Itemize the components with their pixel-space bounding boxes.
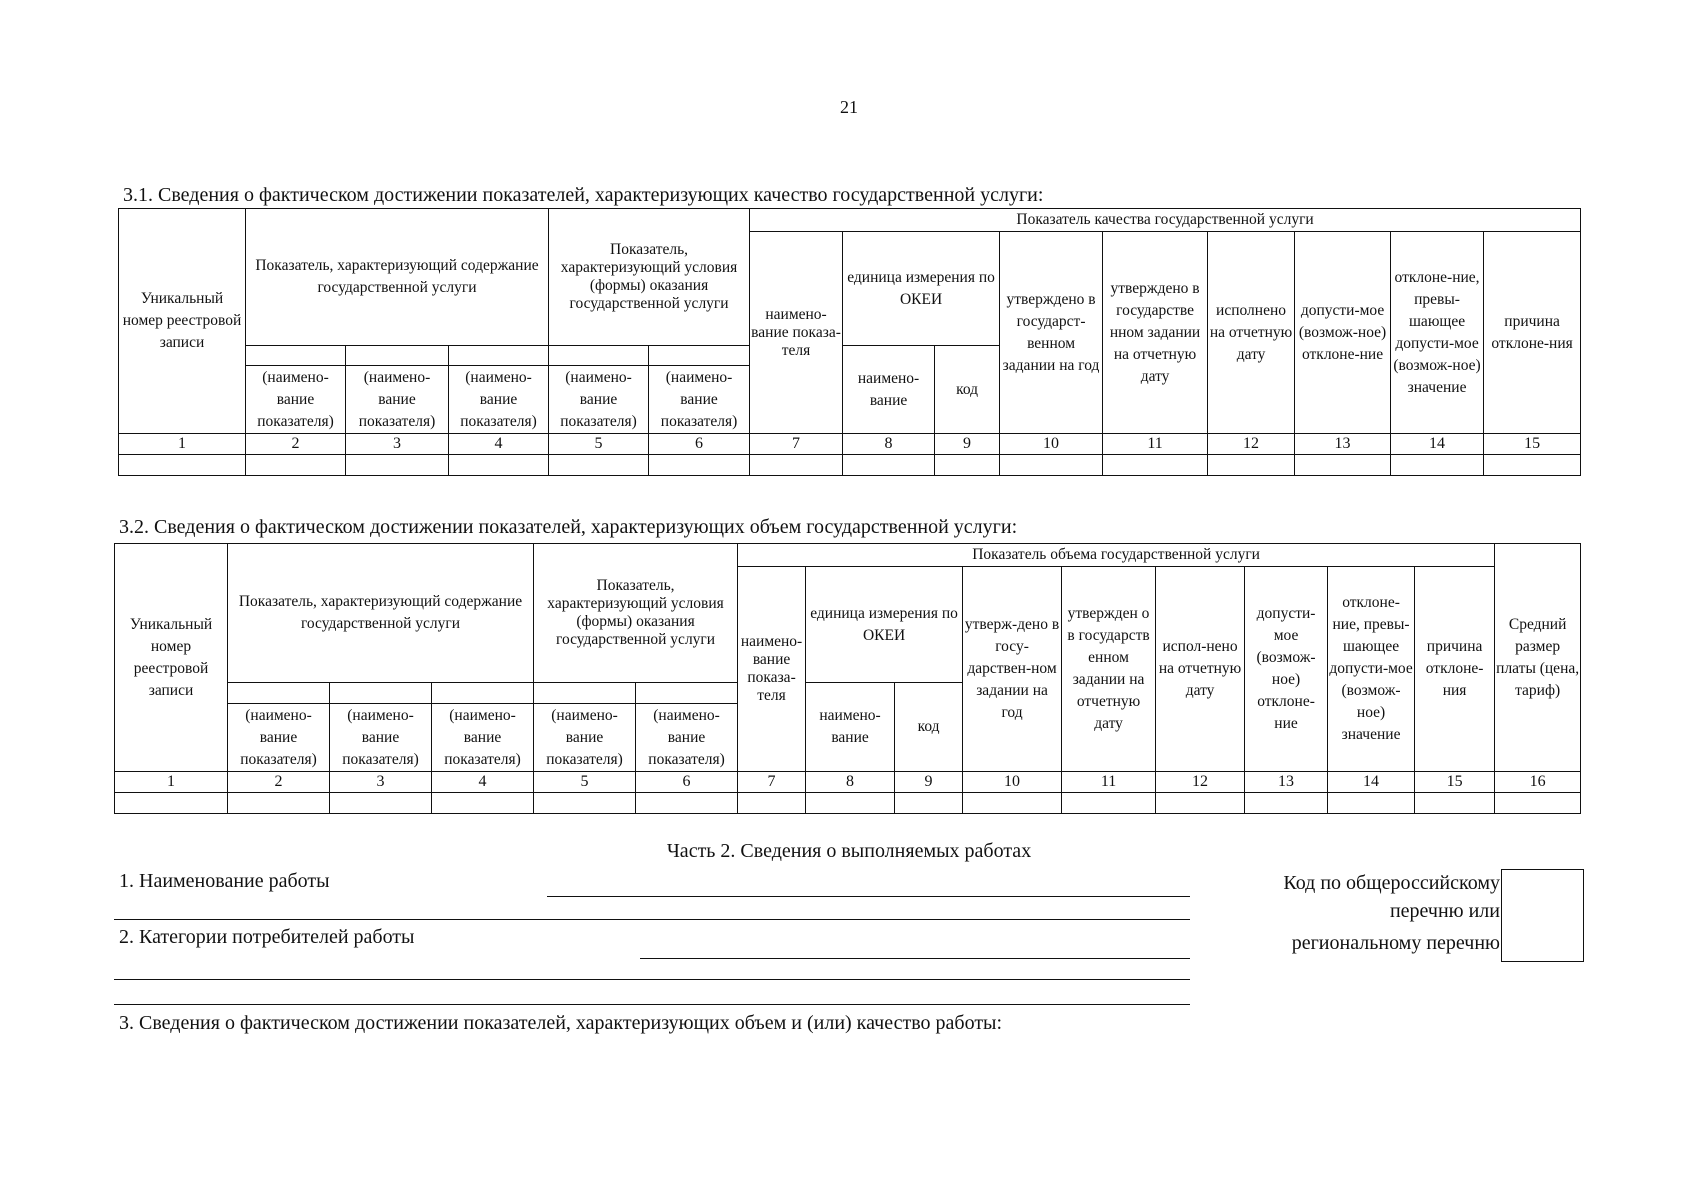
column-number: 9 [895, 772, 963, 793]
header-deviation-reason: причина отклоне-ния [1484, 232, 1581, 434]
column-number: 15 [1484, 434, 1581, 455]
code-label-line-1: Код по общероссийскому [1283, 872, 1500, 894]
column-number: 14 [1391, 434, 1484, 455]
column-number: 7 [738, 772, 806, 793]
column-number: 11 [1103, 434, 1208, 455]
indicator-name-subheader: (наимено-вание показателя) [246, 366, 346, 434]
indicator-name-subheader: (наимено-вание показателя) [534, 704, 636, 772]
column-number: 11 [1062, 772, 1156, 793]
column-number: 12 [1156, 772, 1245, 793]
work-name-line [547, 896, 1190, 897]
column-number: 2 [246, 434, 346, 455]
data-cell [228, 793, 330, 814]
data-cell [1391, 455, 1484, 476]
data-cell [636, 793, 738, 814]
column-number: 3 [346, 434, 449, 455]
column-number: 9 [935, 434, 1000, 455]
indicator-name-subheader: (наимено-вание показателя) [649, 366, 750, 434]
indicator-name-subheader: (наимено-вание показателя) [549, 366, 649, 434]
data-cell [806, 793, 895, 814]
column-number: 6 [636, 772, 738, 793]
data-cell [1484, 455, 1581, 476]
data-cell [1415, 793, 1495, 814]
header-content-indicator: Показатель, характеризующий содержание государственной услуги [228, 544, 534, 683]
data-cell [963, 793, 1062, 814]
header-approved-date: утвержден о в государств енном задании на отчетную дату [1062, 567, 1156, 772]
header-okei-unit: единица измерения по ОКЕИ [843, 232, 1000, 346]
column-number: 4 [449, 434, 549, 455]
blank-cell [246, 346, 346, 366]
header-unit-name: наимено-вание [806, 683, 895, 772]
header-approved-year: утверж-дено в госу-дарствен-ном задании на год [963, 567, 1062, 772]
data-cell [1245, 793, 1328, 814]
header-okei-unit: единица измерения по ОКЕИ [806, 567, 963, 683]
header-average-fee: Средний размер платы (цена, тариф) [1495, 544, 1581, 772]
header-deviation-reason: причина отклоне-ния [1415, 567, 1495, 772]
code-label-line-3: региональному перечню [1291, 932, 1500, 954]
registry-code-box[interactable] [1501, 869, 1584, 962]
data-cell [346, 455, 449, 476]
header-approved-date: утверждено в государстве нном задании на отчетную дату [1103, 232, 1208, 434]
data-cell [246, 455, 346, 476]
column-number: 15 [1415, 772, 1495, 793]
blank-cell [649, 346, 750, 366]
data-cell [1062, 793, 1156, 814]
data-cell [432, 793, 534, 814]
data-cell [649, 455, 750, 476]
header-conditions-indicator: Показатель, характеризующий условия (формы) оказания государственной услуги [534, 544, 738, 683]
header-conditions-indicator: Показатель, характеризующий условия (формы) оказания государственной услуги [549, 209, 750, 346]
column-number: 8 [843, 434, 935, 455]
indicator-name-subheader: (наимено-вание показателя) [432, 704, 534, 772]
header-allowed-deviation: допусти-мое (возмож-ное) отклоне-ние [1295, 232, 1391, 434]
column-number: 13 [1245, 772, 1328, 793]
header-indicator-name: наимено-вание показа-теля [738, 567, 806, 772]
section-3-1-heading: 3.1. Сведения о фактическом достижении показателей, характеризующих качество государственной услуги: [123, 184, 1044, 206]
data-cell [1103, 455, 1208, 476]
consumers-line-3 [114, 1004, 1190, 1005]
volume-indicators-table [114, 543, 1581, 814]
data-cell [534, 793, 636, 814]
data-cell [115, 793, 228, 814]
column-number: 1 [115, 772, 228, 793]
header-approved-year: утверждено в государст-венном задании на год [1000, 232, 1103, 434]
header-content-indicator: Показатель, характеризующий содержание государственной услуги [246, 209, 549, 346]
header-unique-number: Уникальный номер реестровой записи [115, 544, 228, 772]
header-indicator-name: наимено-вание показа-теля [750, 232, 843, 434]
header-unique-number: Уникальный номер реестровой записи [119, 209, 246, 434]
column-number: 13 [1295, 434, 1391, 455]
data-cell [1000, 455, 1103, 476]
empty-data-row [115, 793, 1581, 814]
column-number: 4 [432, 772, 534, 793]
column-number: 2 [228, 772, 330, 793]
blank-cell [636, 683, 738, 704]
column-number: 7 [750, 434, 843, 455]
page-number: 21 [840, 97, 858, 117]
consumers-line [640, 958, 1190, 959]
data-cell [1328, 793, 1415, 814]
blank-cell [449, 346, 549, 366]
data-cell [449, 455, 549, 476]
data-cell [750, 455, 843, 476]
header-exceeding-deviation: отклоне-ние, превы-шающее допусти-мое (возмож-ное) значение [1328, 567, 1415, 772]
column-number: 16 [1495, 772, 1581, 793]
quality-indicators-table [118, 208, 1581, 476]
data-cell [1495, 793, 1581, 814]
indicator-name-subheader: (наимено-вание показателя) [449, 366, 549, 434]
empty-data-row [119, 455, 1581, 476]
column-number: 5 [549, 434, 649, 455]
column-number: 3 [330, 772, 432, 793]
data-cell [1295, 455, 1391, 476]
header-unit-code: код [935, 346, 1000, 434]
blank-cell [330, 683, 432, 704]
code-label-line-2: перечню или [1389, 900, 1500, 922]
indicator-name-subheader: (наимено-вание показателя) [346, 366, 449, 434]
data-cell [935, 455, 1000, 476]
column-number: 10 [963, 772, 1062, 793]
consumers-label: 2. Категории потребителей работы [119, 926, 415, 948]
data-cell [843, 455, 935, 476]
indicator-name-subheader: (наимено-вание показателя) [330, 704, 432, 772]
header-unit-name: наимено-вание [843, 346, 935, 434]
data-cell [738, 793, 806, 814]
indicator-name-subheader: (наимено-вание показателя) [636, 704, 738, 772]
data-cell [1156, 793, 1245, 814]
column-number: 5 [534, 772, 636, 793]
data-cell [119, 455, 246, 476]
part-2-title: Часть 2. Сведения о выполняемых работах [666, 840, 1032, 862]
section-3-2-heading: 3.2. Сведения о фактическом достижении показателей, характеризующих объем государственной услуги: [119, 516, 1018, 538]
header-exceeding-deviation: отклоне-ние, превы-шающее допусти-мое (возмож-ное) значение [1391, 232, 1484, 434]
indicator-name-subheader: (наимено-вание показателя) [228, 704, 330, 772]
column-number: 8 [806, 772, 895, 793]
data-cell [330, 793, 432, 814]
blank-cell [228, 683, 330, 704]
column-number: 1 [119, 434, 246, 455]
work-name-label: 1. Наименование работы [119, 870, 330, 892]
column-number: 14 [1328, 772, 1415, 793]
header-executed: испол-нено на отчетную дату [1156, 567, 1245, 772]
consumers-line-2 [114, 979, 1190, 980]
header-unit-code: код [895, 683, 963, 772]
header-volume-indicator-group: Показатель объема государственной услуги [738, 544, 1495, 567]
data-cell [1208, 455, 1295, 476]
column-number: 6 [649, 434, 750, 455]
work-name-line-2 [114, 919, 1190, 920]
work-indicators-heading: 3. Сведения о фактическом достижении показателей, характеризующих объем и (или) качество работы: [119, 1012, 1003, 1034]
header-allowed-deviation: допусти-мое (возмож-ное) отклоне-ние [1245, 567, 1328, 772]
blank-cell [549, 346, 649, 366]
blank-cell [432, 683, 534, 704]
blank-cell [346, 346, 449, 366]
column-number: 12 [1208, 434, 1295, 455]
column-number: 10 [1000, 434, 1103, 455]
code-label [1180, 869, 1500, 957]
header-executed: исполнено на отчетную дату [1208, 232, 1295, 434]
data-cell [549, 455, 649, 476]
header-quality-indicator-group: Показатель качества государственной услуги [750, 209, 1581, 232]
blank-cell [534, 683, 636, 704]
data-cell [895, 793, 963, 814]
